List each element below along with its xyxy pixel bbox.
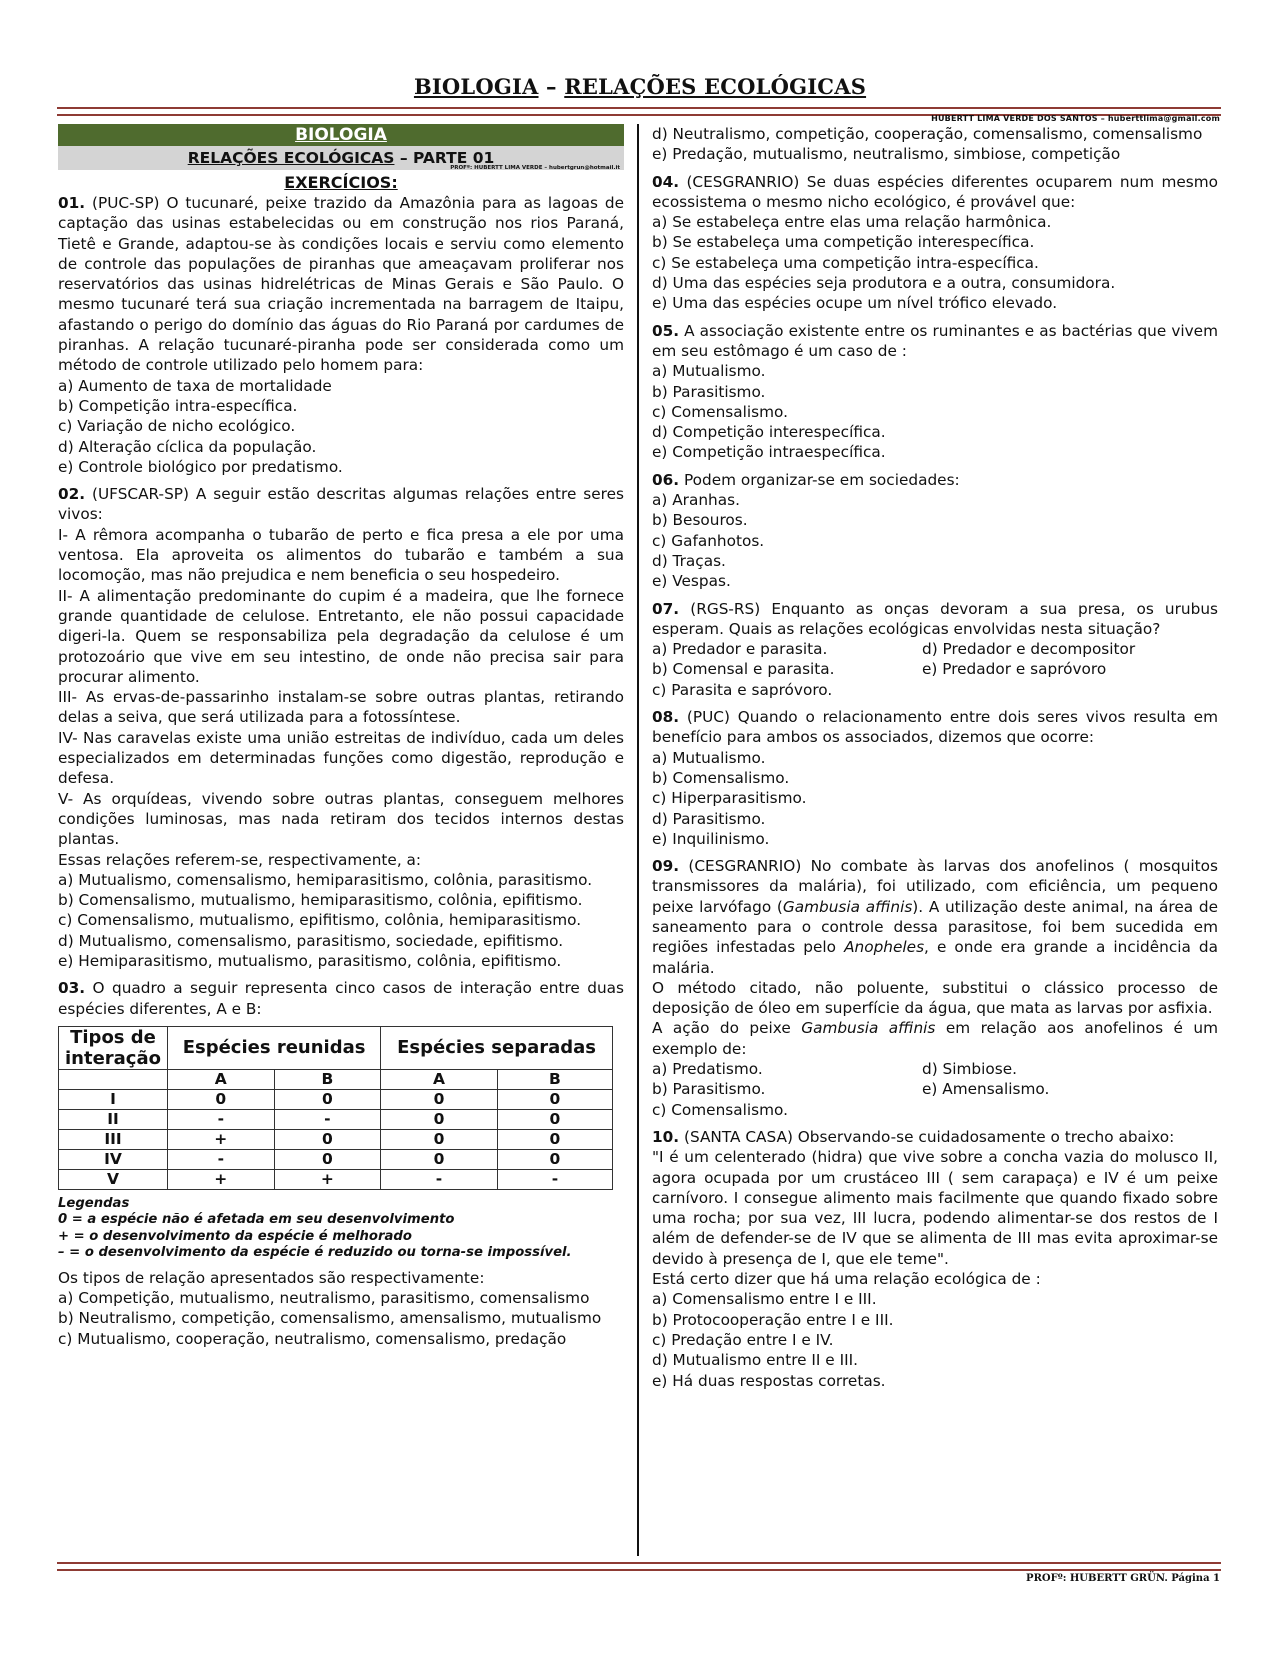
table-cell: - (274, 1109, 381, 1129)
option: c) Comensalismo. (652, 1100, 788, 1119)
page-title-separator: – (538, 74, 565, 99)
table-cell: + (274, 1169, 381, 1189)
option: a) Mutualismo. (652, 362, 766, 381)
table-subheader: B (274, 1069, 381, 1089)
option: a) Se estabeleça entre elas uma relação harmônica. (652, 213, 1052, 232)
table-row (59, 1109, 613, 1129)
question-text: A ação do peixe (652, 1019, 802, 1038)
option: d) Competição interespecífica. (652, 423, 886, 442)
question-number: 01. (58, 194, 86, 212)
statement-item: V- As orquídeas, vivendo sobre outras plantas, conseguem melhores condições luminosas, mas nada retiram dos tecidos internos destas plantas. (58, 789, 624, 849)
table-row (59, 1089, 613, 1109)
table-subheader: A (381, 1069, 498, 1089)
options-grid (652, 1059, 1218, 1120)
interaction-table (58, 1026, 613, 1190)
table-cell: IV (59, 1149, 168, 1169)
table-cell: - (168, 1109, 275, 1129)
option: e) Predador e sapróvoro (922, 660, 1107, 679)
option: d) Predador e decompositor (922, 640, 1136, 659)
topic-banner (58, 146, 624, 170)
page-title (0, 74, 1280, 99)
option: b) Neutralismo, competição, comensalismo, amensalismo, mutualismo (58, 1309, 602, 1328)
table-subheader: B (497, 1069, 612, 1089)
option: b) Comensalismo. (652, 768, 790, 787)
question-number: 03. (58, 979, 86, 998)
option: c) Comensalismo, mutualismo, epifitismo, colônia, hemiparasitismo. (58, 911, 582, 930)
question-text: A associação existente entre os ruminantes e as bactérias que vivem em seu estômago é um caso de : (652, 321, 1218, 360)
table-cell: II (59, 1109, 168, 1129)
question-01 (58, 193, 624, 477)
option: e) Uma das espécies ocupe um nível trófico elevado. (652, 294, 1058, 313)
question-text: (SANTA CASA) Observando-se cuidadosamente o trecho abaixo: (683, 1127, 1175, 1146)
option: b) Comensal e parasita. (652, 660, 835, 679)
table-cell: 0 (381, 1129, 498, 1149)
option: c) Mutualismo, cooperação, neutralismo, comensalismo, predação (58, 1329, 567, 1348)
left-column (58, 124, 624, 1349)
question-text: (PUC) Quando o relacionamento entre dois seres vivos resulta em benefício para ambos os associados, dizemos que ocorre: (652, 708, 1218, 747)
exercises-heading: EXERCÍCIOS: (284, 173, 398, 192)
table-cell: I (59, 1089, 168, 1109)
option: e) Inquilinismo. (652, 829, 770, 848)
option: c) Parasita e sapróvoro. (652, 680, 833, 699)
table-subheader: A (168, 1069, 275, 1089)
question-number: 05. (652, 321, 680, 340)
option: b) Se estabeleça uma competição interespecífica. (652, 233, 1035, 252)
table-cell: 0 (274, 1129, 381, 1149)
option: d) Simbiose. (922, 1060, 1017, 1079)
question-text: (CESGRANRIO) No combate às larvas dos anofelinos ( mosquitos transmissores da malária), foi utilizado, com eficiência, um pequeno peixe larvófago ( (652, 857, 1218, 916)
table-cell: V (59, 1169, 168, 1189)
question-09 (652, 856, 1218, 1120)
question-number: 06. (652, 470, 680, 489)
option: b) Protocooperação entre I e III. (652, 1310, 894, 1329)
page-footer: PROFº: HUBERTT GRÜN. Página 1 (1026, 1573, 1220, 1584)
question-02 (58, 484, 624, 971)
subject-banner: BIOLOGIA (58, 124, 624, 146)
question-text: ). A utilização deste animal, na área de saneamento para o controle dessa parasitose, foi bem sucedida em regiões infestadas pelo (652, 897, 1218, 957)
option: a) Competição, mutualismo, neutralismo, parasitismo, comensalismo (58, 1289, 590, 1308)
page-title-topic: RELAÇÕES ECOLÓGICAS (564, 74, 867, 99)
question-04 (652, 172, 1218, 314)
topic-title: RELAÇÕES ECOLÓGICAS (187, 149, 395, 167)
option: d) Mutualismo entre II e III. (652, 1351, 858, 1370)
option: a) Comensalismo entre I e III. (652, 1290, 877, 1309)
question-text: (UFSCAR-SP) A seguir estão descritas algumas relações entre seres vivos: (58, 485, 624, 524)
option: d) Uma das espécies seja produtora e a outra, consumidora. (652, 274, 1116, 293)
table-cell: - (381, 1169, 498, 1189)
option: a) Predatismo. (652, 1060, 763, 1079)
option: a) Predador e parasita. (652, 640, 828, 659)
option: c) Comensalismo. (652, 402, 788, 421)
legend-item: 0 = a espécie não é afetada em seu desenvolvimento (58, 1212, 455, 1228)
banner-prof-line: PROFº: HUBERTT LIMA VERDE – hubertgrun@hotmail.it (450, 165, 620, 171)
table-cell: 0 (381, 1109, 498, 1129)
right-column (652, 124, 1218, 1391)
option: c) Predação entre I e IV. (652, 1330, 834, 1349)
table-cell: 0 (168, 1089, 275, 1109)
question-05 (652, 321, 1218, 463)
option: e) Amensalismo. (922, 1080, 1050, 1099)
legend-title: Legendas (58, 1195, 130, 1211)
table-cell: 0 (381, 1089, 498, 1109)
option: b) Competição intra-específica. (58, 396, 298, 415)
option: a) Aumento de taxa de mortalidade (58, 376, 332, 395)
genus-name: Anopheles (844, 938, 925, 957)
option: e) Controle biológico por predatismo. (58, 457, 343, 476)
statement-item: IV- Nas caravelas existe uma união estreitas de indivíduo, cada um deles especializados em determinadas funções como digestão, reprodução e defesa. (58, 728, 624, 788)
legend-item: + = o desenvolvimento da espécie é melhorado (58, 1228, 412, 1244)
column-divider (637, 124, 639, 1556)
table-cell: 0 (497, 1109, 612, 1129)
question-number: 04. (652, 172, 680, 191)
option: e) Hemiparasitismo, mutualismo, parasitismo, colônia, epifitismo. (58, 951, 562, 970)
table-cell: 0 (497, 1089, 612, 1109)
question-10 (652, 1127, 1218, 1391)
table-cell: + (168, 1169, 275, 1189)
option: c) Variação de nicho ecológico. (58, 417, 296, 436)
question-stem: Está certo dizer que há uma relação ecológica de : (652, 1270, 1041, 1289)
option: d) Neutralismo, competição, cooperação, comensalismo, comensalismo (652, 125, 1203, 143)
topic-part: – PARTE 01 (394, 149, 495, 167)
table-cell: 0 (274, 1149, 381, 1169)
option: d) Parasitismo. (652, 809, 766, 828)
table-cell (59, 1069, 168, 1089)
option: a) Mutualismo. (652, 748, 766, 767)
question-text: (RGS-RS) Enquanto as onças devoram a sua presa, os urubus esperam. Quais as relações ecológicas envolvidas nesta situação? (652, 599, 1218, 638)
table-cell: III (59, 1129, 168, 1149)
table-header-types: Tipos de interação (59, 1026, 168, 1069)
question-03 (58, 978, 624, 1349)
author-line: HUBERTT LIMA VERDE DOS SANTOS – huberttlima@gmail.com (931, 114, 1220, 123)
species-name: Gambusia affinis (782, 897, 913, 916)
statement-item: III- As ervas-de-passarinho instalam-se sobre outras plantas, retirando delas a seiva, que será utilizada para a fotossíntese. (58, 688, 624, 727)
option: d) Traças. (652, 551, 726, 570)
option: c) Hiperparasitismo. (652, 789, 807, 808)
quoted-passage: "I é um celenterado (hidra) que vive sobre a concha vazia do molusco II, agora ocupada por um crustáceo III ( sem carapaça) e IV é um peixe carnívoro. I consegue alimento mais facilmente que quando fixado sobre uma rocha; por sua vez, III lucra, podendo alimentar-se dos restos de I além de defender-se de IV que se alimenta de III mas evita aproximar-se devido à presença de I, que ele teme". (652, 1148, 1218, 1268)
question-stem: Os tipos de relação apresentados são respectivamente: (58, 1268, 485, 1287)
option: e) Vespas. (652, 572, 731, 591)
options-grid (652, 639, 1218, 700)
statement-item: I- A rêmora acompanha o tubarão de perto e fica presa a ele por uma ventosa. Ela aproveita os alimentos do tubarão e também a sua locomoção, mas não prejudica e nem beneficia o seu hospedeiro. (58, 525, 624, 585)
table-header-separate: Espécies separadas (381, 1026, 613, 1069)
question-06 (652, 470, 1218, 592)
legend-item: – = o desenvolvimento da espécie é reduzido ou torna-se impossível. (58, 1245, 572, 1261)
question-text: (PUC-SP) O tucunaré, peixe trazido da Amazônia para as lagoas de captação das usinas estabelecidas ou em construção nos rios Paraná, Tietê e Grande, adaptou-se às condições locais e serviu como elemento de controle das populações de piranhas que ameaçavam proliferar nos reservatórios das usinas hidrelétricas de Minas Gerais e São Paulo. O mesmo tucunaré terá sua criação incrementada na barragem de Itaipu, afastando o perigo do domínio das águas do Rio Paraná por cardumes de piranhas. A relação tucunaré-piranha pode ser considerada como um método de controle utilizado pelo homem para: (58, 194, 624, 375)
option: b) Parasitismo. (652, 382, 766, 401)
question-number: 07. (652, 599, 680, 618)
question-08 (652, 707, 1218, 849)
question-07 (652, 599, 1218, 700)
question-text: em relação aos anofelinos é um exemplo de: (652, 1019, 1218, 1058)
question-text: (CESGRANRIO) Se duas espécies diferentes ocuparem num mesmo ecossistema o mesmo nicho ecológico, é provável que: (652, 172, 1218, 211)
table-cell: + (168, 1129, 275, 1149)
option: e) Predação, mutualismo, neutralismo, simbiose, competição (652, 145, 1121, 164)
table-cell: 0 (274, 1089, 381, 1109)
table-cell: 0 (497, 1149, 612, 1169)
question-03-continued (652, 124, 1218, 165)
table-legend (58, 1196, 624, 1262)
question-number: 08. (652, 708, 680, 727)
option: b) Comensalismo, mutualismo, hemiparasitismo, colônia, epifitismo. (58, 891, 583, 910)
question-number: 02. (58, 485, 86, 504)
bottom-rule (57, 1562, 1221, 1571)
question-stem: Essas relações referem-se, respectivamente, a: (58, 850, 422, 869)
statement-item: II- A alimentação predominante do cupim é a madeira, que lhe fornece grande quantidade de celulose. Entretanto, ele não possui capacidade digeri-la. Quem se responsabiliza pela degradação da celulose é um protozoário que vive em seu intestino, de onde não precisa sair para procurar alimento. (58, 586, 624, 686)
question-paragraph: O método citado, não poluente, substitui o clássico processo de deposição de óleo em superfície da água, que mata as larvas por asfixia. (652, 978, 1218, 1018)
question-number: 10. (652, 1127, 680, 1146)
option: b) Besouros. (652, 511, 748, 530)
question-text: Podem organizar-se em sociedades: (683, 470, 960, 489)
species-name: Gambusia affinis (801, 1019, 936, 1038)
table-cell: 0 (381, 1149, 498, 1169)
option: c) Se estabeleça uma competição intra-específica. (652, 253, 1039, 272)
question-number: 09. (652, 857, 680, 876)
table-cell: 0 (497, 1129, 612, 1149)
option: c) Gafanhotos. (652, 531, 765, 550)
option: b) Parasitismo. (652, 1080, 766, 1099)
question-text: O quadro a seguir representa cinco casos de interação entre duas espécies diferentes, A e B: (58, 979, 624, 1018)
option: a) Mutualismo, comensalismo, hemiparasitismo, colônia, parasitismo. (58, 870, 593, 889)
table-cell: - (168, 1149, 275, 1169)
option: e) Competição intraespecífica. (652, 443, 886, 462)
table-row (59, 1149, 613, 1169)
question-text: , e onde era grande a incidência da malária. (652, 938, 1218, 977)
table-row (59, 1169, 613, 1189)
option: d) Mutualismo, comensalismo, parasitismo, sociedade, epifitismo. (58, 931, 564, 950)
option: d) Alteração cíclica da população. (58, 437, 317, 456)
table-cell: - (497, 1169, 612, 1189)
table-header-together: Espécies reunidas (168, 1026, 381, 1069)
option: a) Aranhas. (652, 491, 740, 510)
table-row (59, 1129, 613, 1149)
option: e) Há duas respostas corretas. (652, 1371, 886, 1390)
page-title-subject: BIOLOGIA (413, 74, 539, 99)
